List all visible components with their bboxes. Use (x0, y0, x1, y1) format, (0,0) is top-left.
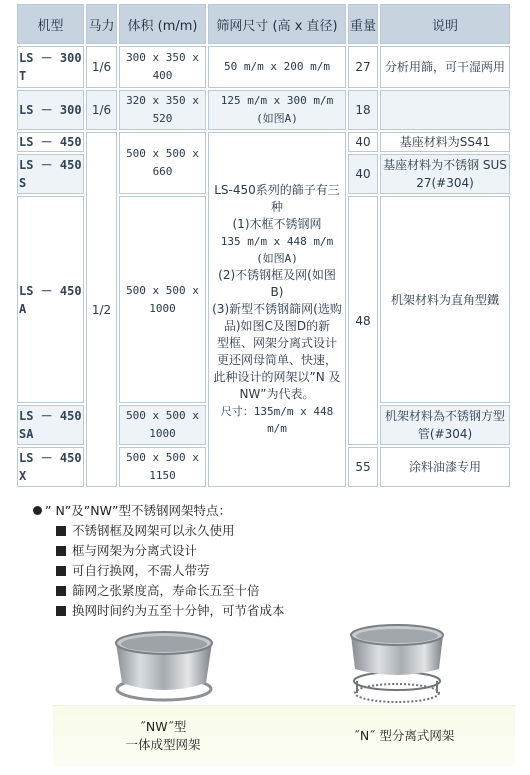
volume-cell: 500 x 500 x 1150 (119, 447, 206, 487)
feature-item (33, 581, 503, 601)
ls450-screen-note (210, 182, 344, 437)
power-cell: 1/2 (86, 132, 117, 487)
feature-text: 篩网之张紧度高，寿命长五至十倍 (72, 583, 260, 598)
model-cell: LS － 300 (17, 90, 84, 130)
volume-cell: 500 x 500 x 1000 (119, 196, 206, 403)
note-line: (3)新型不锈钢篩网(选购品)如图C及图D的新 (212, 302, 342, 333)
feature-item (33, 561, 503, 581)
n-caption-line1: ˝N˝ 型分离式网架 (353, 728, 455, 743)
spec-table (15, 2, 512, 489)
volume-cell: 500 x 500 x 660 (119, 132, 206, 194)
header-weight: 重量 (348, 4, 378, 44)
n-caption (293, 706, 515, 766)
note-line: 135 m/m x 448 m/m (如图A) (220, 235, 334, 265)
description-cell: 机架材料為不锈钢方型管(#304) (380, 405, 510, 445)
model-cell: LS － 450 (17, 132, 84, 152)
table-row (17, 132, 510, 152)
model-cell: LS － 450X (17, 447, 84, 487)
header-volume: 体积 (m/m) (119, 4, 206, 44)
feature-text: 可自行换网，不需人带劳 (72, 563, 210, 578)
power-cell: 1/6 (86, 90, 117, 130)
note-line: 尺寸：135m/m x 448 m/m (220, 405, 334, 435)
note-line: LS-450系列的篩子有三种 (214, 183, 340, 214)
table-row (17, 90, 510, 130)
weight-cell: 40 (348, 154, 378, 194)
header-power: 马力 (86, 4, 117, 44)
square-bullet-icon (56, 546, 66, 556)
nw-caption-line2: 一体成型网架 (125, 737, 201, 752)
note-line: 此种设计的网架以”N 及NW”为代表。 (213, 370, 341, 401)
feature-text: 换网时间约为五至十分钟，可节省成本 (72, 603, 285, 618)
features-title (33, 501, 503, 521)
feature-item (33, 541, 503, 561)
screen-size-cell: 50 m/m x 200 m/m (208, 46, 346, 88)
model-cell: LS － 300T (17, 46, 84, 88)
description-cell: 分析用篩，可干湿两用 (380, 46, 510, 88)
sieve-captions (53, 705, 515, 766)
weight-cell: 18 (348, 90, 378, 130)
feature-text: 框与网架为分离式设计 (72, 543, 198, 558)
weight-cell: 55 (348, 447, 378, 487)
nw-sieve-image (108, 623, 220, 705)
square-bullet-icon (56, 526, 66, 536)
screen-size-cell (208, 132, 346, 487)
weight-cell: 27 (348, 46, 378, 88)
square-bullet-icon (56, 566, 66, 576)
n-sieve-image (343, 619, 451, 705)
feature-item (33, 521, 503, 541)
note-line: 型框、网架分离式设计 (216, 336, 337, 350)
weight-cell: 48 (348, 196, 378, 445)
screen-size-cell: 125 m/m x 300 m/m (如图A) (208, 90, 346, 130)
description-cell: 基座材料为不锈钢 SUS 27(#304) (380, 154, 510, 194)
sieve-gallery (53, 615, 515, 765)
description-cell: 机架材料为直角型鐵 (380, 196, 510, 403)
power-cell: 1/6 (86, 46, 117, 88)
description-cell (380, 90, 510, 130)
description-cell: 基座材料为SS41 (380, 132, 510, 152)
bullet-dot-icon (33, 506, 42, 515)
volume-cell: 300 x 350 x 400 (119, 46, 206, 88)
volume-cell: 320 x 350 x 520 (119, 90, 206, 130)
model-cell: LS － 450S (17, 154, 84, 194)
weight-cell: 40 (348, 132, 378, 152)
features-section (33, 501, 503, 621)
note-line: (2)不锈钢框及网(如图B) (218, 268, 336, 299)
header-model: 机型 (17, 4, 84, 44)
model-cell: LS － 450A (17, 196, 84, 403)
header-row (17, 4, 510, 44)
description-cell: 涂料油漆专用 (380, 447, 510, 487)
table-row (17, 46, 510, 88)
header-screen-size: 筛网尺寸 (高 x 直径) (208, 4, 346, 44)
header-description: 说明 (380, 4, 510, 44)
nw-caption-line1: ˝NW˝型 (139, 719, 187, 734)
nw-caption (53, 706, 273, 766)
feature-text: 不锈钢框及网架可以永久使用 (72, 523, 235, 538)
model-cell: LS － 450SA (17, 405, 84, 445)
volume-cell: 500 x 500 x 1000 (119, 405, 206, 445)
features-title-text: ” N”及”NW”型不锈钢网架特点： (45, 503, 231, 518)
note-line: 更还网母简单、快速， (216, 353, 337, 367)
note-line: (1)木框不锈钢网 (232, 217, 322, 231)
square-bullet-icon (56, 586, 66, 596)
